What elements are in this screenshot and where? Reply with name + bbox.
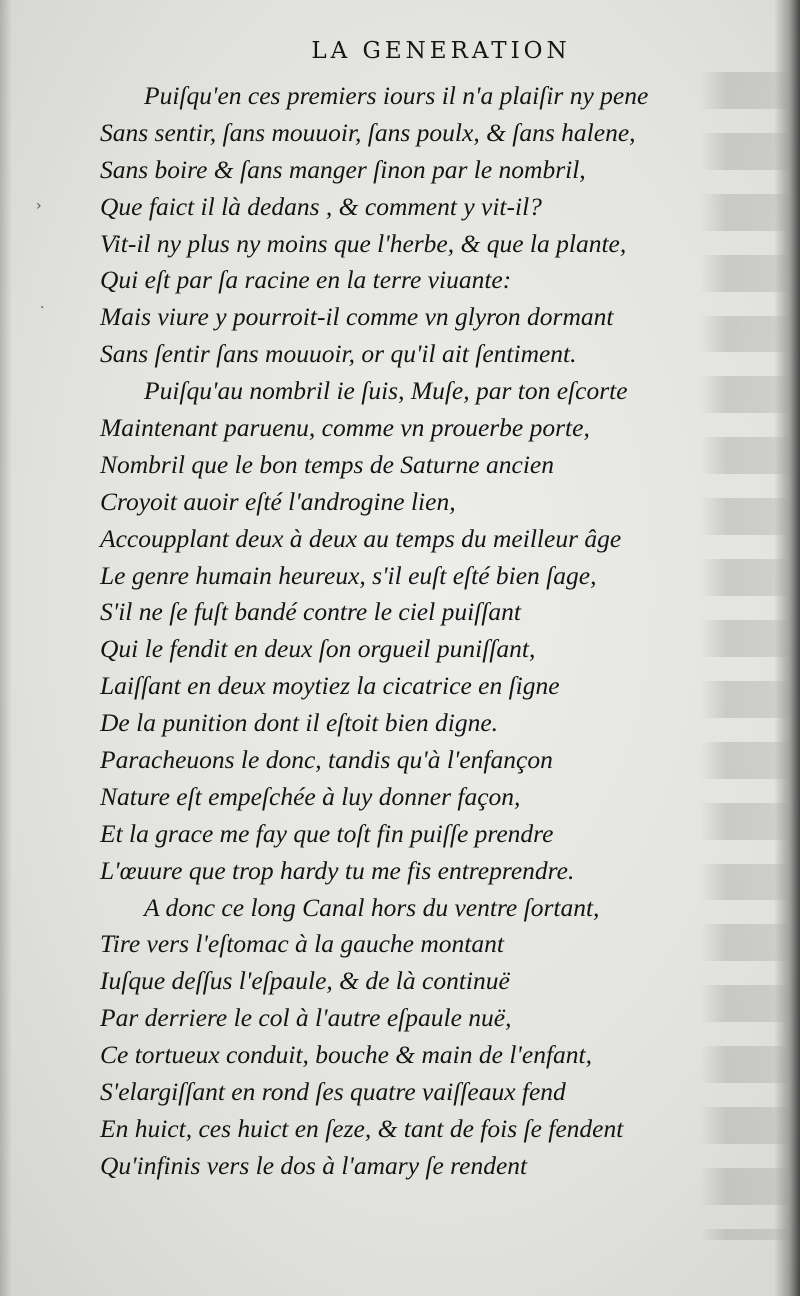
verse-line: L'œuure que trop hardy tu me fis entreprendre. (100, 855, 575, 885)
verse-line: Sans boire & ſans manger ſinon par le nombril, (100, 154, 586, 184)
page-left-edge (0, 0, 12, 1296)
running-title: LA GENERATION (311, 38, 571, 64)
margin-mark: · (40, 300, 45, 316)
verse-line: Par derriere le col à l'autre eſpaule nuë, (100, 1003, 512, 1033)
verse-line: Iuſque deſſus l'eſpaule, & de là continuë (100, 966, 510, 996)
verse-line: Ce tortueux conduit, bouche & main de l'enfant, (100, 1040, 592, 1070)
margin-mark: › (36, 198, 42, 214)
verse-line: Nombril que le bon temps de Saturne ancien (100, 449, 554, 479)
verse-line: S'il ne ſe fuſt bandé contre le ciel puiſſant (100, 597, 521, 627)
verse-line: Vit-il ny plus ny moins que l'herbe, & que la plante, (100, 228, 627, 258)
verse-line: Accoupplant deux à deux au temps du meilleur âge (100, 523, 622, 553)
verse-line: Puiſqu'au nombril ie ſuis, Muſe, par ton eſcorte (144, 376, 628, 406)
verse-line: Sans sentir, ſans mouuoir, ſans poulx, & ſans halene, (100, 117, 636, 147)
verse-line: Que faict il là dedans , & comment y vit-il? (100, 191, 542, 221)
verse-line: De la punition dont il eſtoit bien digne. (100, 708, 499, 738)
binding-shadow (774, 0, 800, 1296)
verse-line: En huict, ces huict en ſeze, & tant de fois ſe fendent (100, 1113, 624, 1143)
verse-line: Laiſſant en deux moytiez la cicatrice en ſigne (100, 671, 560, 701)
poem-text (100, 78, 700, 1185)
verse-line: Maintenant paruenu, comme vn prouerbe porte, (100, 413, 590, 443)
verse-line: Puiſqu'en ces premiers iours il n'a plaiſir ny pene (144, 81, 649, 110)
verse-line: Sans ſentir ſans mouuoir, or qu'il ait ſentiment. (100, 339, 577, 369)
verse-line: Le genre humain heureux, s'il euſt eſté bien ſage, (100, 560, 597, 590)
verse-line: Mais viure y pourroit-il comme vn glyron dormant (100, 302, 614, 332)
verse-line: Paracheuons le donc, tandis qu'à l'enfançon (100, 745, 553, 775)
verse-line: Qui le fendit en deux ſon orgueil puniſſant, (100, 634, 536, 664)
verse-line: A donc ce long Canal hors du ventre ſortant, (144, 892, 600, 922)
verse-line: Tire vers l'eſtomac à la gauche montant (100, 929, 504, 959)
verse-line: Qui eſt par ſa racine en la terre viuante: (100, 265, 512, 295)
verse-line: Et la grace me fay que toſt fin puiſſe prendre (100, 818, 554, 848)
verse-line: Croyoit auoir eſté l'androgine lien, (100, 486, 456, 516)
verse-line: Nature eſt empeſchée à luy donner façon, (100, 781, 521, 811)
verse-line: Qu'infinis vers le dos à l'amary ſe rendent (100, 1150, 528, 1180)
verse-line: S'elargiſſant en rond ſes quatre vaiſſeaux fend (100, 1077, 566, 1107)
